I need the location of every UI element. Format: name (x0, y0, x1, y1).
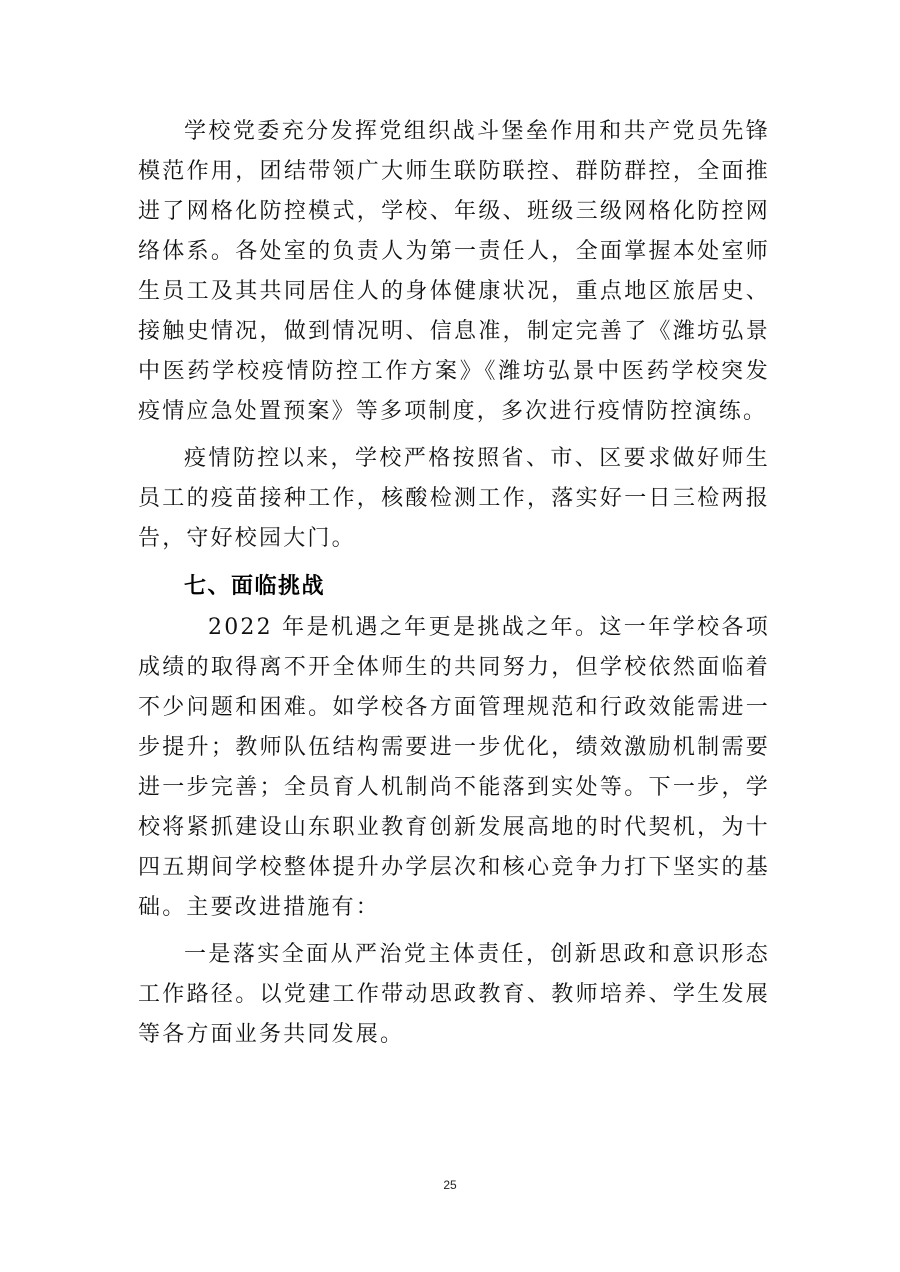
paragraph-measure-one: 一是落实全面从严治党主体责任，创新思政和意识形态工作路径。以党建工作带动思政教育、教师培养、学生发展等各方面业务共同发展。 (138, 942, 770, 1047)
paragraph-prevention-network: 学校党委充分发挥党组织战斗堡垒作用和共产党员先锋模范作用，团结带领广大师生联防联控、群防群控，全面推进了网格化防控模式，学校、年级、班级三级网格化防控网络体系。各处室的负责人为第一责任人，全面掌握本处室师生员工及其共同居住人的身体健康状况，重点地区旅居史、接触史情况，做到情况明、信息准，制定完善了《潍坊弘景中医药学校疫情防控工作方案》《潍坊弘景中医药学校突发疫情应急处置预案》等多项制度，多次进行疫情防控演练。 (138, 119, 770, 424)
page-body (138, 112, 770, 1055)
paragraph-vaccination: 疫情防控以来，学校严格按照省、市、区要求做好师生员工的疫苗接种工作，核酸检测工作，落实好一日三检两报告，守好校园大门。 (138, 446, 770, 551)
page-number: 25 (443, 1178, 457, 1192)
paragraph-challenges-overview: 2022 年是机遇之年更是挑战之年。这一年学校各项成绩的取得离不开全体师生的共同努力，但学校依然面临着不少问题和困难。如学校各方面管理规范和行政效能需进一步提升；教师队伍结构需要进一步优化，绩效激励机制需要进一步完善；全员育人机制尚不能落到实处等。下一步，学校将紧抓建设山东职业教育创新发展高地的时代契机，为十四五期间学校整体提升办学层次和核心竞争力打下坚实的基础。主要改进措施有： (138, 615, 770, 920)
section-heading-challenges: 七、面临挑战 (184, 574, 326, 599)
